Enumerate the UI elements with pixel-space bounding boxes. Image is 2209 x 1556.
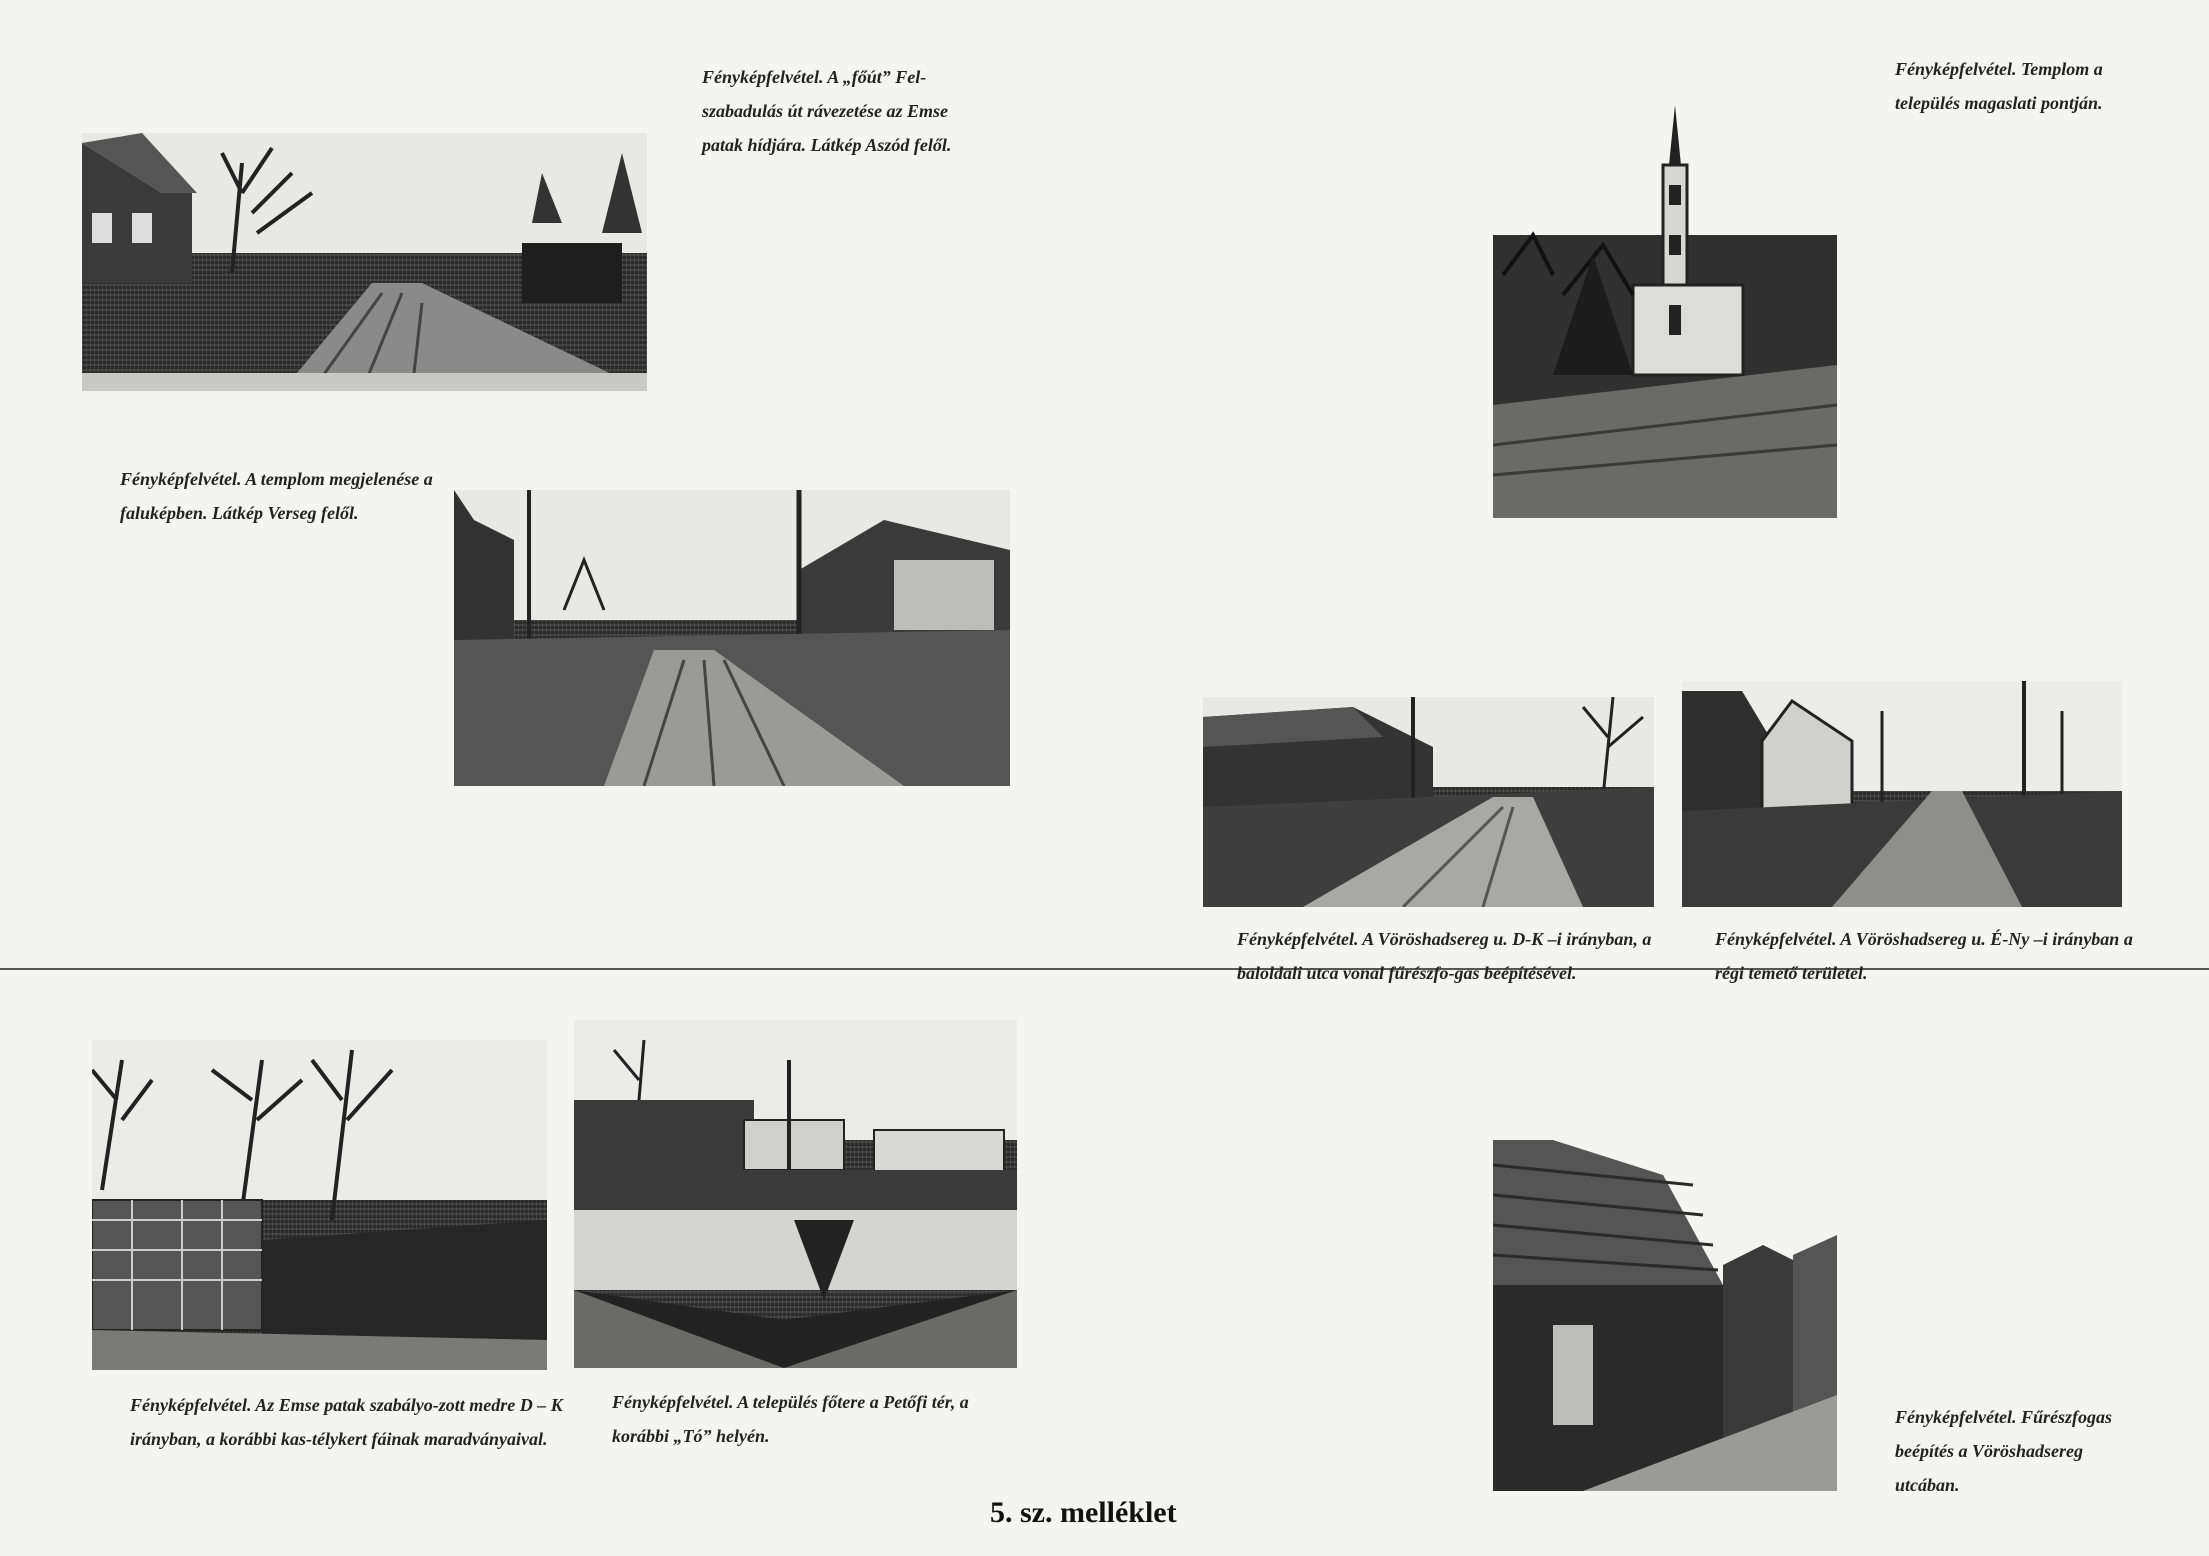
caption-photo2: Fényképfelvétel. A templom megjelenése a faluképben. Látkép Verseg felől. bbox=[120, 469, 433, 523]
caption-photo1: Fényképfelvétel. A „főút” Fel-szabadulás út rávezetése az Emse patak hídjára. Látkép Aszód felől. bbox=[702, 67, 952, 155]
photo-emse-creek-bed bbox=[92, 1040, 547, 1370]
caption-photo6: Fényképfelvétel. Az Emse patak szabályo-zott medre D – K irányban, a korábbi kas-télykert fáinak maradványaival. bbox=[130, 1395, 563, 1449]
photo-voroshadsereg-street-nw bbox=[1682, 681, 2122, 907]
photo-petofi-square bbox=[574, 1020, 1017, 1368]
photo-church-hilltop bbox=[1493, 105, 1837, 518]
caption-photo3: Fényképfelvétel. Templom a település magaslati pontján. bbox=[1895, 59, 2103, 113]
photo-main-road-bridge bbox=[82, 133, 647, 391]
photo-sawtooth-housing bbox=[1493, 1135, 1837, 1491]
annex-title: 5. sz. melléklet bbox=[990, 1496, 1177, 1529]
caption-photo8: Fényképfelvétel. Fűrészfogas beépítés a Vöröshadsereg utcában. bbox=[1895, 1407, 2112, 1495]
photo-church-village-view bbox=[454, 490, 1010, 786]
caption-photo4: Fényképfelvétel. A Vöröshadsereg u. D-K –i irányban, a baloldali utca vonal fűrészfo-gas beépítésével. bbox=[1237, 929, 1652, 983]
photo-voroshadsereg-street-se bbox=[1203, 697, 1654, 907]
caption-photo7: Fényképfelvétel. A település főtere a Petőfi tér, a korábbi „Tó” helyén. bbox=[612, 1392, 969, 1446]
caption-photo5: Fényképfelvétel. A Vöröshadsereg u. É-Ny –i irányban a régi temető területel. bbox=[1715, 929, 2133, 983]
